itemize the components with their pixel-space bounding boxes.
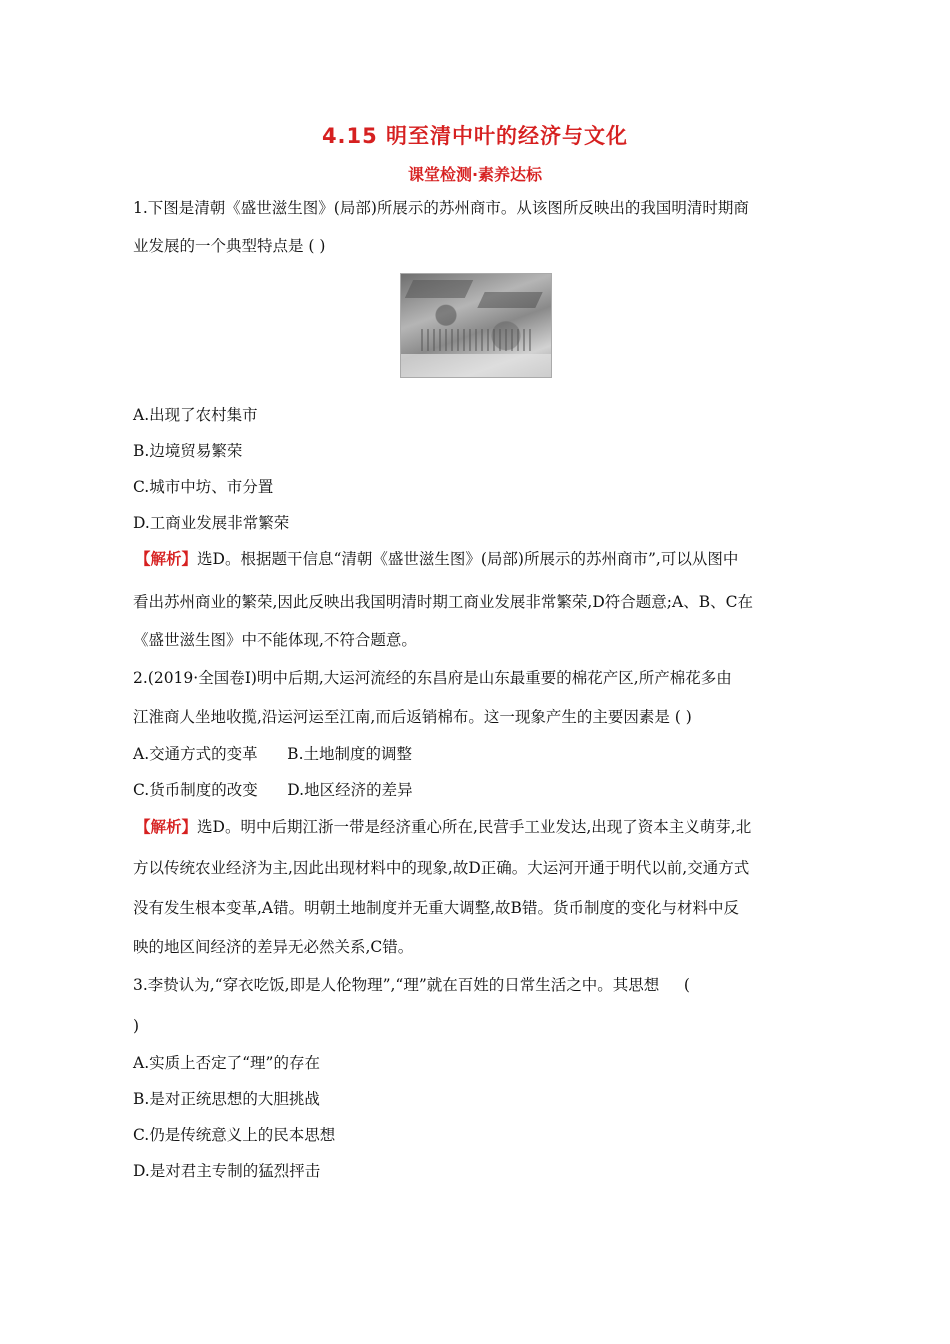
q2-analysis-text: 选D。明中后期江浙一带是经济重心所在,民营手工业发达,出现了资本主义萌芽,北 — [197, 818, 752, 836]
q1-analysis-line-3: 《盛世滋生图》中不能体现,不符合题意。 — [133, 631, 417, 649]
page-title: 4.15 明至清中叶的经济与文化 — [321, 124, 629, 148]
q1-option-d: D.工商业发展非常繁荣 — [133, 514, 290, 532]
q2-stem-line-2: 江淮商人坐地收揽,沿运河运至江南,而后返销棉布。这一现象产生的主要因素是 ( ) — [133, 708, 692, 726]
q3-option-b: B.是对正统思想的大胆挑战 — [133, 1090, 320, 1108]
q2-analysis-line-3: 没有发生根本变革,A错。明朝土地制度并无重大调整,故B错。货币制度的变化与材料中反 — [133, 899, 739, 917]
q2-options-row-2: C.货币制度的改变 D.地区经济的差异 — [133, 781, 413, 799]
q1-analysis-line-1 — [135, 549, 738, 569]
q1-option-c: C.城市中坊、市分置 — [133, 478, 274, 496]
q1-analysis-line-2: 看出苏州商业的繁荣,因此反映出我国明清时期工商业发展非常繁荣,D符合题意;A、B、C在 — [133, 593, 753, 611]
q1-option-b: B.边境贸易繁荣 — [133, 442, 243, 460]
q1-stem-line-2: 业发展的一个典型特点是 ( ) — [133, 237, 326, 255]
q2-analysis-line-4: 映的地区间经济的差异无必然关系,C错。 — [133, 938, 414, 956]
q3-option-d: D.是对君主专制的猛烈抨击 — [133, 1162, 321, 1180]
q1-analysis-text: 选D。根据题干信息“清朝《盛世滋生图》(局部)所展示的苏州商市”,可以从图中 — [197, 550, 739, 568]
suzhou-market-painting-image — [400, 273, 552, 378]
q1-option-a: A.出现了农村集市 — [133, 406, 258, 424]
page-subtitle: 课堂检测·素养达标 — [407, 165, 543, 184]
q3-stem-line-2: ) — [133, 1017, 140, 1035]
q3-option-a: A.实质上否定了“理”的存在 — [133, 1054, 320, 1072]
analysis-tag: 【解析】 — [135, 549, 198, 568]
q2-options-row-1: A.交通方式的变革 B.土地制度的调整 — [133, 745, 413, 763]
analysis-tag: 【解析】 — [135, 817, 198, 836]
q2-analysis-line-2: 方以传统农业经济为主,因此出现材料中的现象,故D正确。大运河开通于明代以前,交通方式 — [133, 859, 750, 877]
q2-stem-line-1: 2.(2019·全国卷Ⅰ)明中后期,大运河流经的东昌府是山东最重要的棉花产区,所产棉花多由 — [133, 669, 732, 687]
q1-stem-line-1: 1.下图是清朝《盛世滋生图》(局部)所展示的苏州商市。从该图所反映出的我国明清时期商 — [133, 199, 749, 217]
q3-stem-line-1: 3.李贽认为,“穿衣吃饭,即是人伦物理”,“理”就在百姓的日常生活之中。其思想 ( — [133, 976, 690, 994]
q3-option-c: C.仍是传统意义上的民本思想 — [133, 1126, 336, 1144]
q2-analysis-line-1 — [135, 817, 751, 837]
